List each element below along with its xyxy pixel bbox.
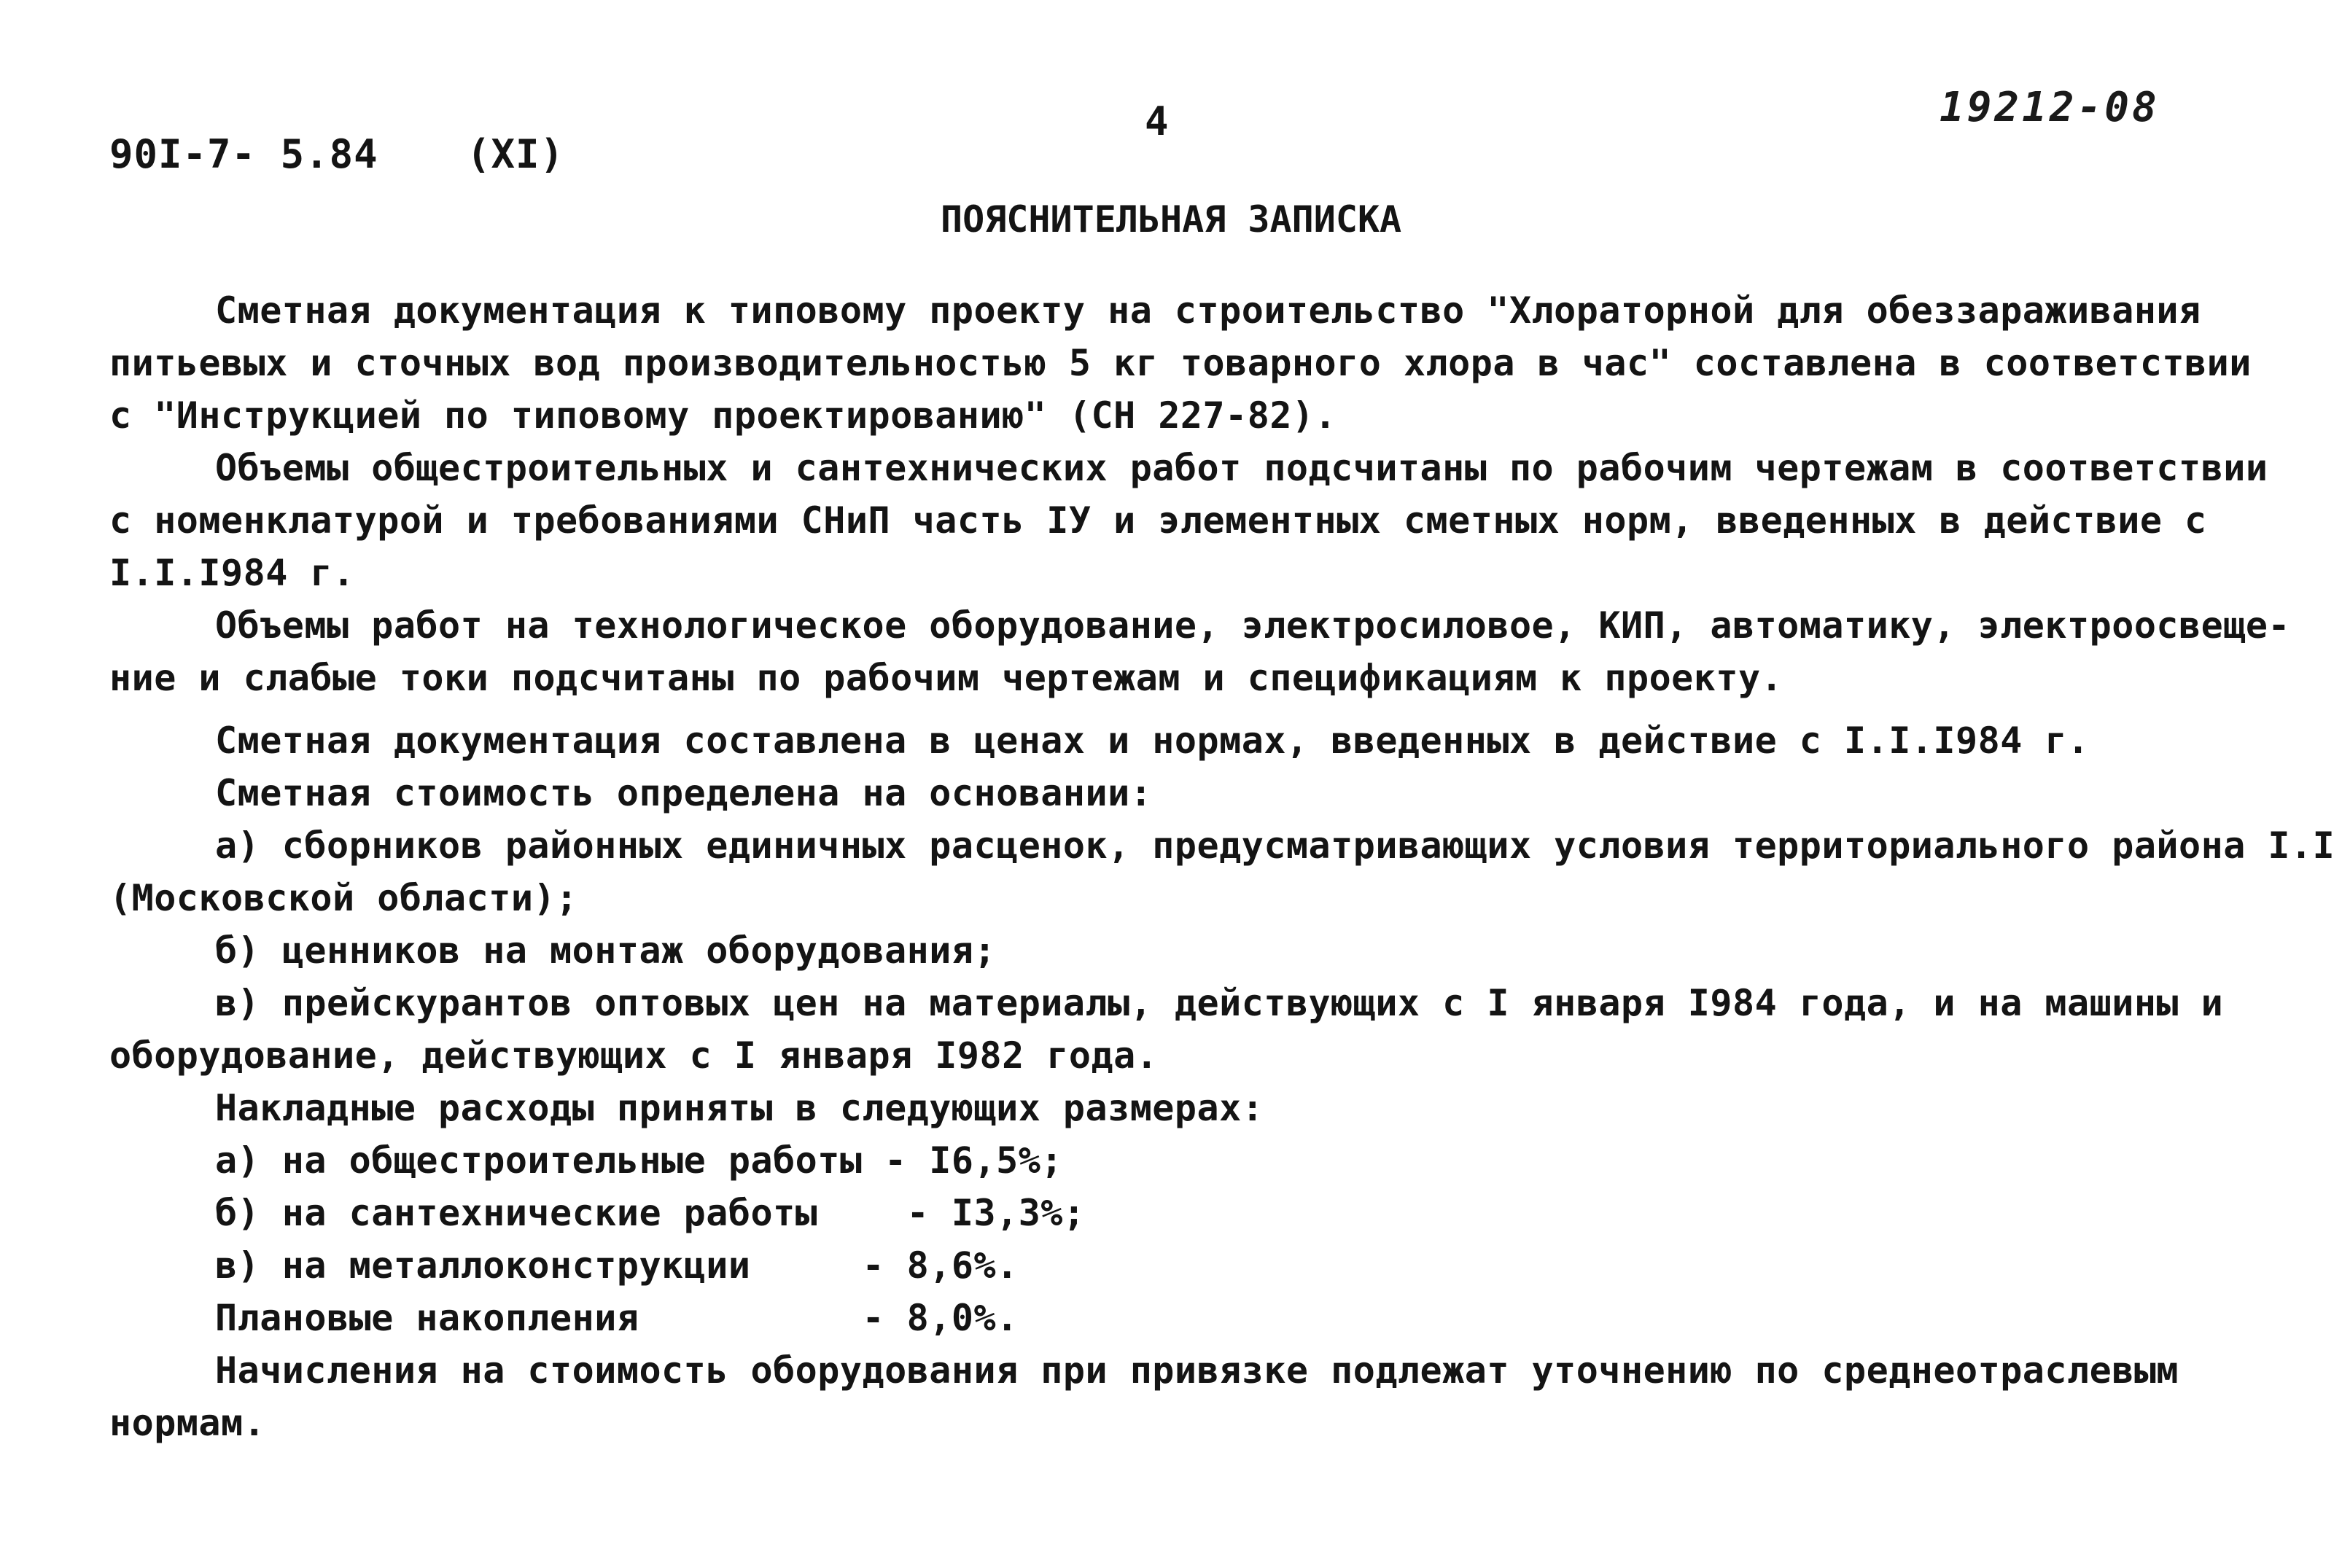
list-item: а) сборников районных единичных расценок, предусматривающих условия территориального района I.I — [215, 824, 2335, 867]
text-line: Сметная стоимость определена на основании: — [215, 772, 1153, 814]
text-line: Объемы общестроительных и сантехнических работ подсчитаны по рабочим чертежам в соответствии — [215, 447, 2268, 489]
list-item: в) прейскурантов оптовых цен на материалы, действующих с I января I984 года, и на машины и — [215, 982, 2224, 1024]
list-item: б) на сантехнические работы - I3,3%; — [215, 1192, 1086, 1234]
text-line: I.I.I984 г. — [109, 552, 355, 594]
text-line: Сметная документация составлена в ценах и нормах, введенных в действие с I.I.I984 г. — [215, 719, 2090, 762]
page-number: 4 — [1145, 98, 1170, 144]
list-item: в) на металлоконструкции - 8,6%. — [215, 1244, 1019, 1287]
text-line: нормам. — [109, 1402, 266, 1444]
handwritten-note: 19212-08 — [1940, 84, 2160, 131]
text-line: с "Инструкцией по типовому проектированию" (СН 227-82). — [109, 394, 1337, 437]
text-line: Объемы работ на технологическое оборудование, электросиловое, КИП, автоматику, электроосвеще- — [215, 604, 2291, 647]
text-line: Начисления на стоимость оборудования при привязке подлежат уточнению по среднеотраслевым — [215, 1349, 2179, 1392]
document-code: 90I-7- 5.84 — [109, 131, 378, 177]
body-text — [109, 284, 2335, 1449]
text-line: питьевых и сточных вод производительностью 5 кг товарного хлора в час" составлена в соответствии — [109, 342, 2252, 384]
list-item: а) на общестроительные работы - I6,5%; — [215, 1139, 1063, 1182]
document-title: ПОЯСНИТЕЛЬНАЯ ЗАПИСКА — [941, 198, 1402, 241]
document-section-number: (XI) — [467, 131, 565, 177]
text-line: оборудование, действующих с I января I982 года. — [109, 1034, 1159, 1077]
list-item: б) ценников на монтаж оборудования; — [215, 929, 997, 972]
text-line: Сметная документация к типовому проекту на строительство "Хлораторной для обеззараживания — [215, 289, 2201, 332]
text-line: Накладные расходы приняты в следующих размерах: — [215, 1087, 1264, 1129]
text-line: (Московской области); — [109, 877, 578, 919]
text-line: ние и слабые токи подсчитаны по рабочим чертежам и спецификациям к проекту. — [109, 657, 1783, 699]
text-line: Плановые накопления - 8,0%. — [215, 1297, 1019, 1339]
text-line: с номенклатурой и требованиями СНиП часть IУ и элементных сметных норм, введенных в действие с — [109, 499, 2207, 542]
